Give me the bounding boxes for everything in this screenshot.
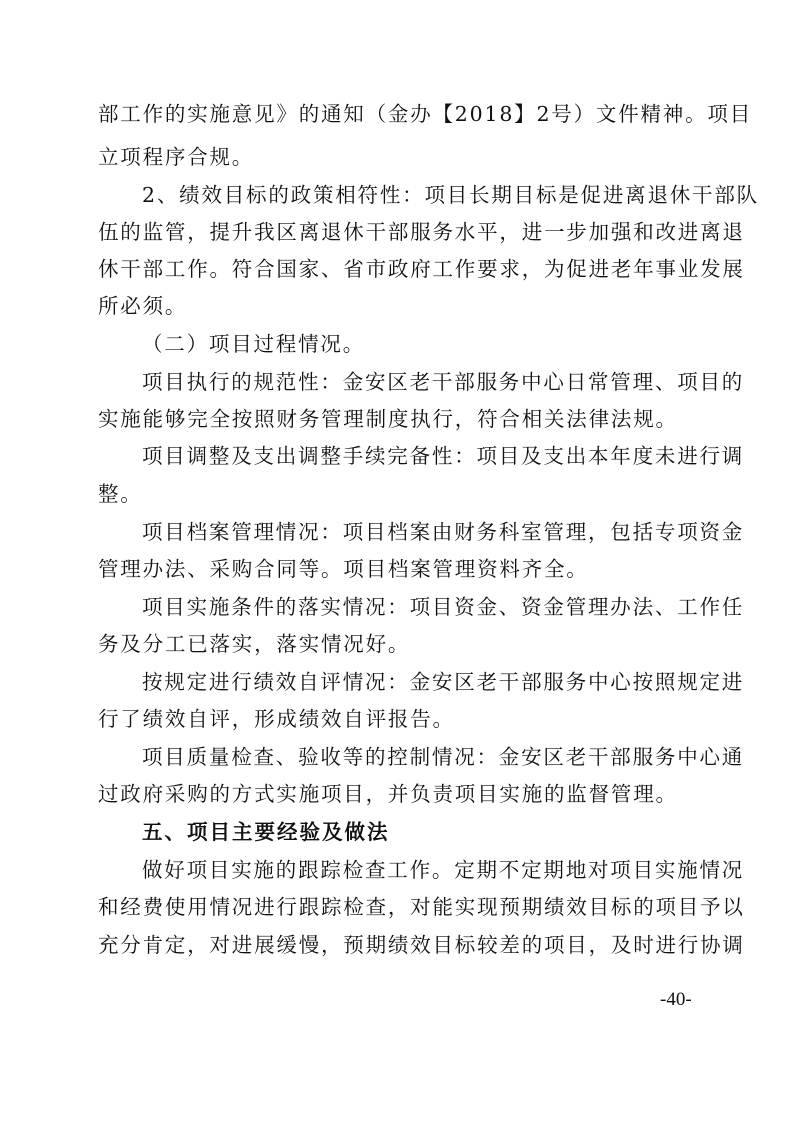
text-line: 项目实施条件的落实情况：项目资金、资金管理办法、工作任 [142, 595, 745, 619]
text-line: 所必须。 [98, 294, 188, 318]
text-line: 项目质量检查、验收等的控制情况：金安区老干部服务中心通 [142, 745, 745, 769]
text-line: 做好项目实施的跟踪检查工作。定期不定期地对项目实施情况 [142, 858, 745, 882]
text-line: 立项程序合规。 [98, 145, 255, 169]
page-number: -40- [660, 989, 692, 1010]
text-line: 管理办法、采购合同等。项目档案管理资料齐全。 [98, 557, 589, 581]
text-line: 按规定进行绩效自评情况：金安区老干部服务中心按照规定进 [142, 670, 745, 694]
text-line: 过政府采购的方式实施项目，并负责项目实施的监督管理。 [98, 782, 678, 806]
text-line: 和经费使用情况进行跟踪检查，对能实现预期绩效目标的项目予以 [98, 895, 745, 919]
text-line: 实施能够完全按照财务管理制度执行，符合相关法律法规。 [98, 407, 678, 431]
text-line: 行了绩效自评，形成绩效自评报告。 [98, 707, 455, 731]
text-line: 伍的监管，提升我区离退休干部服务水平，进一步加强和改进离退 [98, 220, 745, 244]
section-heading: （二）项目过程情况。 [142, 332, 365, 356]
text-line: 休干部工作。符合国家、省市政府工作要求，为促进老年事业发展 [98, 257, 745, 281]
text-line: 整。 [98, 482, 143, 506]
text-line: 项目执行的规范性：金安区老干部服务中心日常管理、项目的 [142, 370, 745, 394]
text-line: 部工作的实施意见》的通知（金办【2018】2号）文件精神。项目 [98, 102, 753, 126]
text-line: 项目调整及支出调整手续完备性：项目及支出本年度未进行调 [142, 444, 745, 468]
section-heading: 五、项目主要经验及做法 [142, 820, 390, 844]
text-line: 充分肯定，对进展缓慢，预期绩效目标较差的项目，及时进行协调 [98, 933, 745, 957]
text-line: 2、绩效目标的政策相符性：项目长期目标是促进离退休干部队 [142, 183, 759, 207]
text-line: 项目档案管理情况：项目档案由财务科室管理，包括专项资金 [142, 520, 745, 544]
text-line: 务及分工已落实，落实情况好。 [98, 632, 411, 656]
